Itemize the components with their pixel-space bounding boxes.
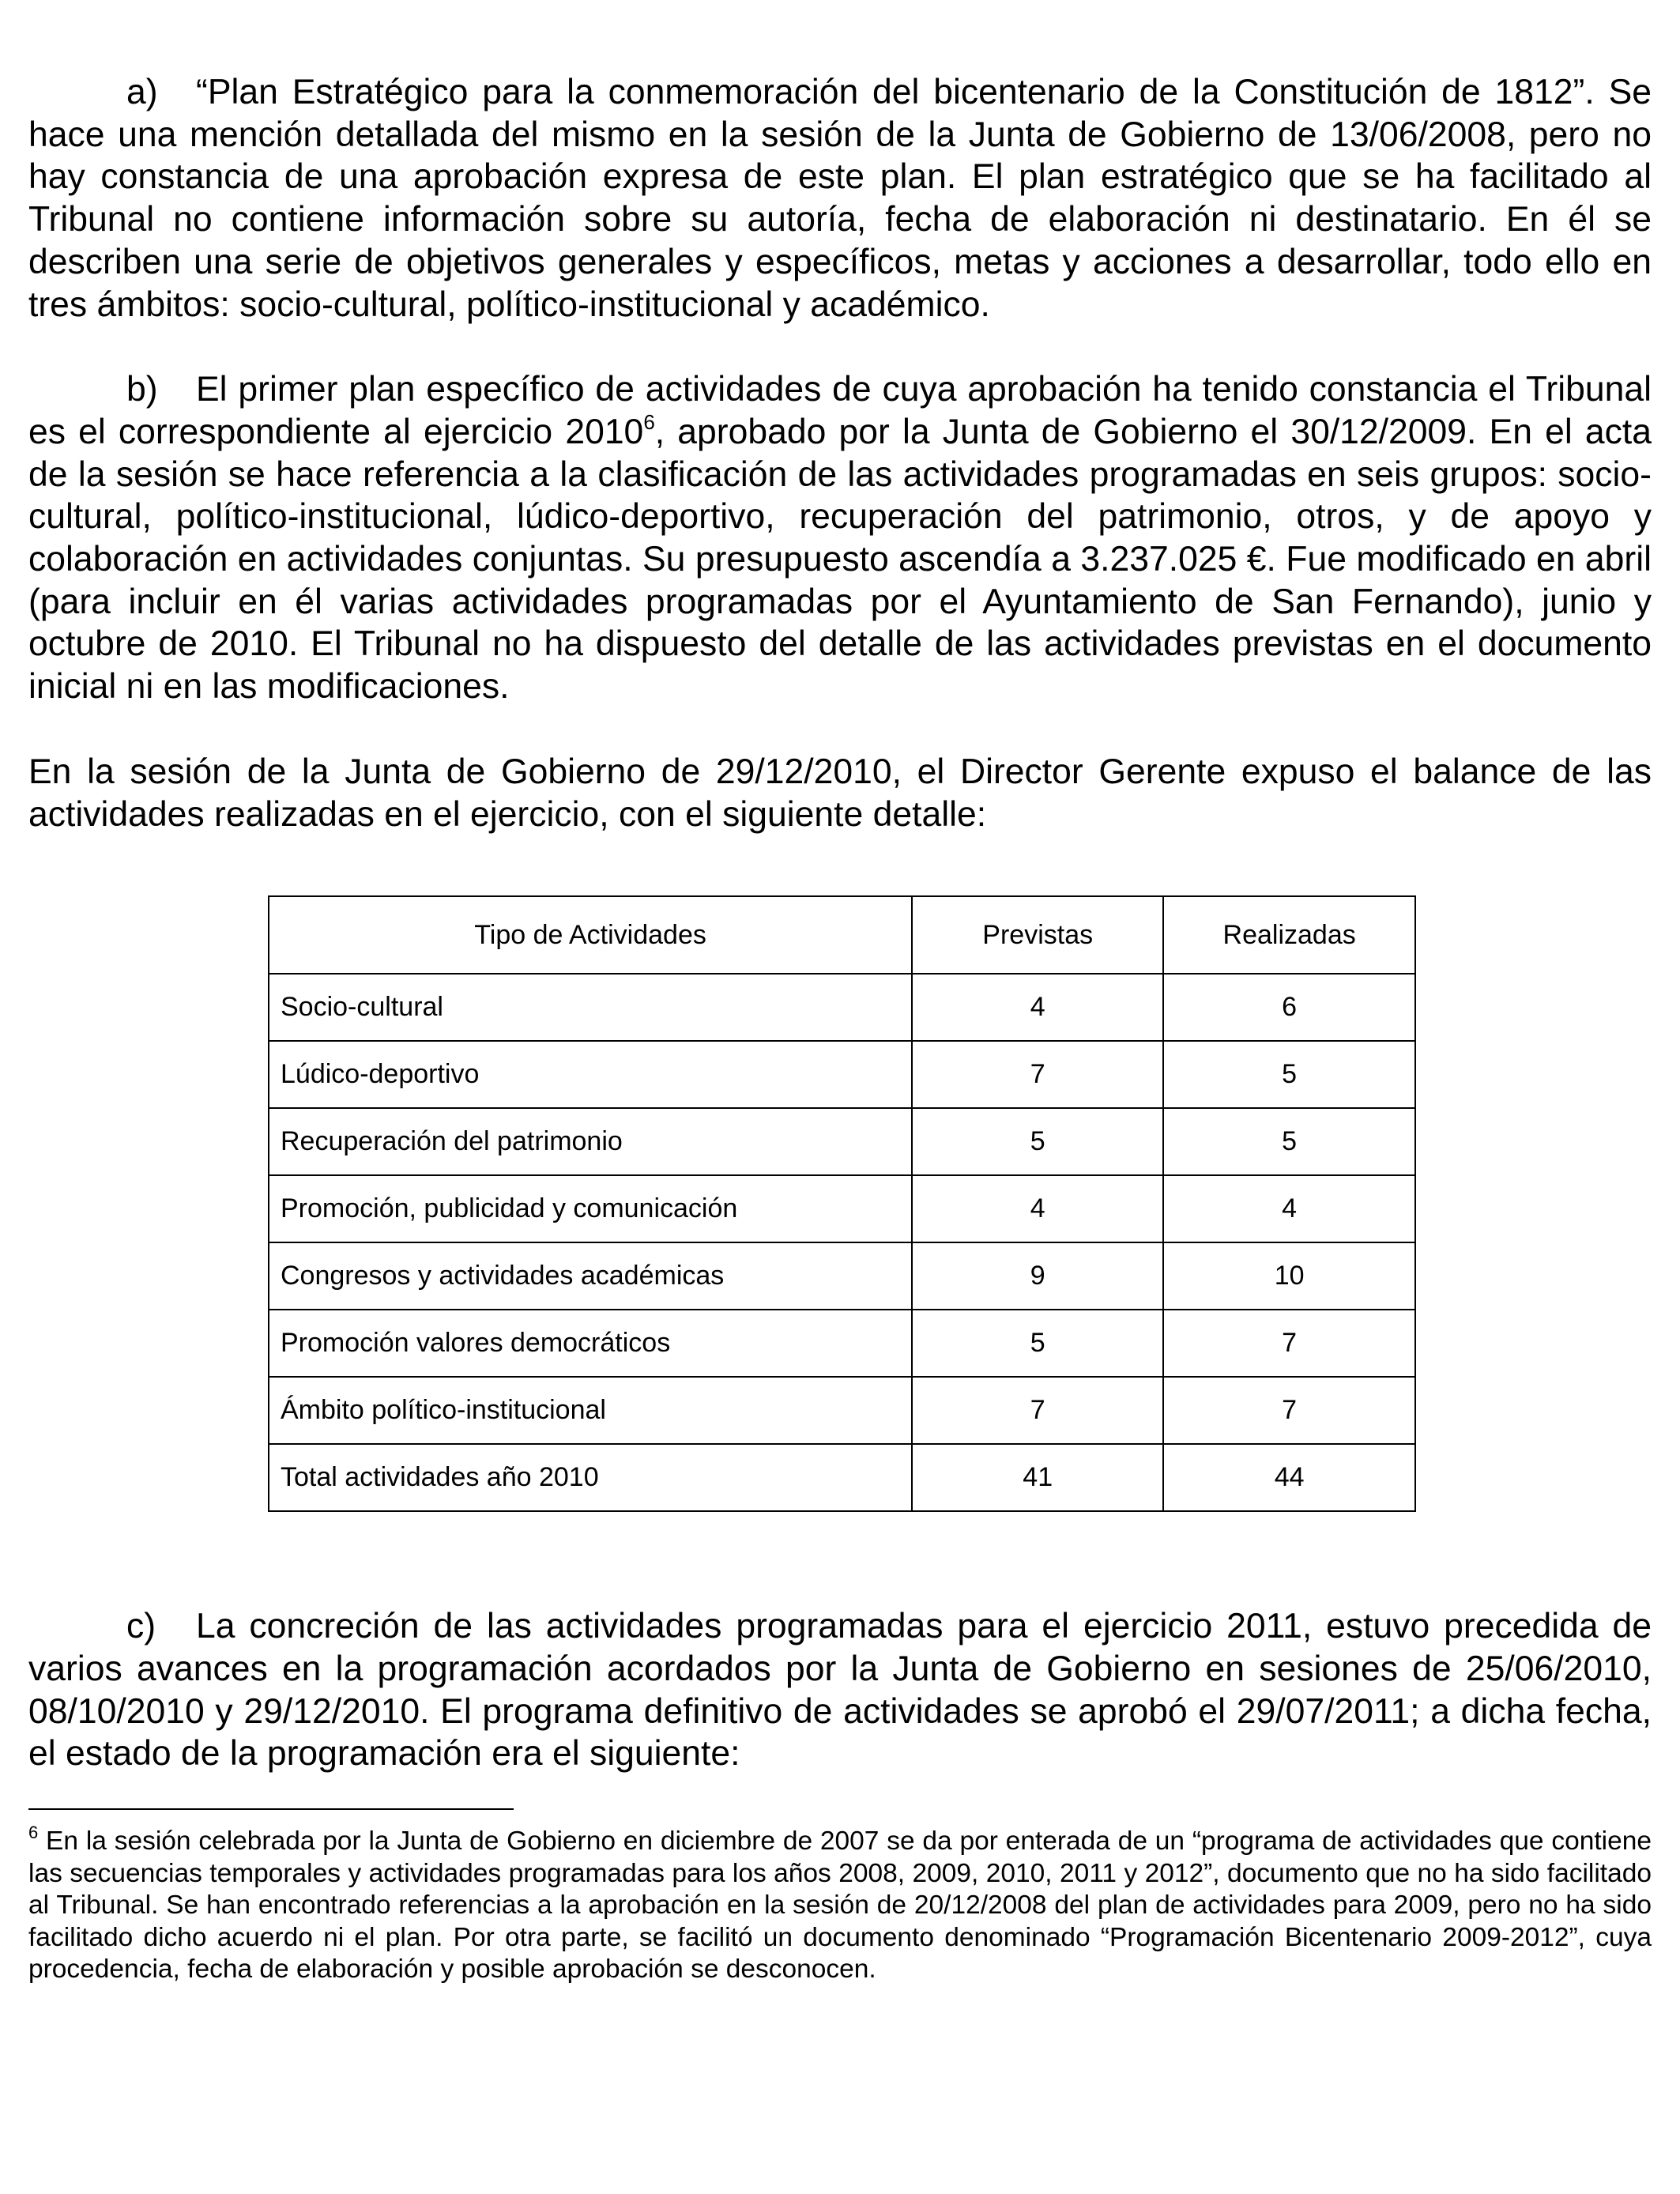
paragraph-c-text: La concreción de las actividades programadas para el ejercicio 2011, estuvo precedida de varios avances en la programación acordados por la Junta de Gobierno en sesiones de 25/06/2010, 08/10/2010 y 29/12/2010. El programa definitivo de actividades se aprobó el 29/07/2011; a dicha fecha, el estado de la programación era el siguiente: — [28, 1607, 1652, 1774]
paragraph-b — [28, 368, 1652, 708]
table-header-row — [269, 896, 1415, 974]
session-paragraph: En la sesión de la Junta de Gobierno de 29/12/2010, el Director Gerente expuso el balance de las actividades realizadas en el ejercicio, con el siguiente detalle: — [28, 752, 1652, 834]
planned-count-cell: 5 — [912, 1108, 1163, 1175]
planned-count-cell: 7 — [912, 1377, 1163, 1444]
table-row — [269, 1242, 1415, 1310]
completed-count-cell: 10 — [1163, 1242, 1415, 1310]
document-body — [28, 71, 1652, 1775]
table-row — [269, 974, 1415, 1041]
paragraph-a — [28, 71, 1652, 326]
activity-type-cell: Total actividades año 2010 — [269, 1444, 912, 1511]
activity-type-cell: Ámbito político-institucional — [269, 1377, 912, 1444]
footnote-divider — [28, 1808, 514, 1810]
completed-count-cell: 44 — [1163, 1444, 1415, 1511]
planned-count-cell: 5 — [912, 1310, 1163, 1377]
table-row — [269, 1377, 1415, 1444]
footnote-ref[interactable]: 6 — [643, 410, 655, 435]
activity-type-cell: Socio-cultural — [269, 974, 912, 1041]
completed-count-cell: 5 — [1163, 1108, 1415, 1175]
completed-count-cell: 7 — [1163, 1310, 1415, 1377]
table-row — [269, 1108, 1415, 1175]
paragraph-a-label: a) — [126, 73, 158, 111]
activity-type-cell: Congresos y actividades académicas — [269, 1242, 912, 1310]
table-row — [269, 1310, 1415, 1377]
paragraph-b-label: b) — [126, 370, 158, 409]
paragraph-c-label: c) — [126, 1607, 156, 1646]
planned-count-cell: 9 — [912, 1242, 1163, 1310]
activity-type-cell: Lúdico-deportivo — [269, 1041, 912, 1108]
paragraph-a-text: “Plan Estratégico para la conmemoración del bicentenario de la Constitución de 1812”. Se hace una mención detallada del mismo en la sesión de la Junta de Gobierno de 13/06/2008, pero no hay constancia de una aprobación expresa de este plan. El plan estratégico que se ha facilitado al Tribunal no contiene información sobre su autoría, fecha de elaboración ni destinatario. En él se describen una serie de objetivos generales y específicos, metas y acciones a desarrollar, todo ello en tres ámbitos: socio-cultural, político-institucional y académico. — [28, 73, 1652, 324]
footnote-number: 6 — [28, 1822, 39, 1842]
completed-count-cell: 7 — [1163, 1377, 1415, 1444]
planned-count-cell: 7 — [912, 1041, 1163, 1108]
table-row — [269, 1041, 1415, 1108]
table-row — [269, 1175, 1415, 1242]
completed-count-cell: 4 — [1163, 1175, 1415, 1242]
footnote-text: En la sesión celebrada por la Junta de Gobierno en diciembre de 2007 se da por enterada de un “programa de actividades que contiene las secuencias temporales y actividades programadas para los años 2008, 2009, 2010, 2011 y 2012”, documento que no ha sido facilitado al Tribunal. Se han encontrado referencias a la aprobación en la sesión de 20/12/2008 del plan de actividades para 2009, pero no ha sido facilitado dicho acuerdo ni el plan. Por otra parte, se facilitó un documento denominado “Programación Bicentenario 2009-2012”, cuya procedencia, fecha de elaboración y posible aprobación se desconocen. — [28, 1826, 1652, 1984]
activity-type-cell: Promoción valores democráticos — [269, 1310, 912, 1377]
footnote — [28, 1822, 1652, 1986]
planned-count-cell: 4 — [912, 1175, 1163, 1242]
activity-type-cell: Recuperación del patrimonio — [269, 1108, 912, 1175]
activities-table — [268, 895, 1416, 1512]
paragraph-b-text-2: , aprobado por la Junta de Gobierno el 30/12/2009. En el acta de la sesión se hace referencia a la clasificación de las actividades programadas en seis grupos: socio-cultural, político-institucional, lúdico-deportivo, recuperación del patrimonio, otros, y de apoyo y colaboración en actividades conjuntas. Su presupuesto ascendía a 3.237.025 €. Fue modificado en abril (para incluir en él varias actividades programadas por el Ayuntamiento de San Fernando), junio y octubre de 2010. El Tribunal no ha dispuesto del detalle de las actividades previstas en el documento inicial ni en las modificaciones. — [28, 412, 1652, 707]
planned-count-cell: 4 — [912, 974, 1163, 1041]
table-header-cell: Realizadas — [1163, 896, 1415, 974]
paragraph-c — [28, 1605, 1652, 1775]
completed-count-cell: 6 — [1163, 974, 1415, 1041]
planned-count-cell: 41 — [912, 1444, 1163, 1511]
table-header-cell: Tipo de Actividades — [269, 896, 912, 974]
completed-count-cell: 5 — [1163, 1041, 1415, 1108]
activity-type-cell: Promoción, publicidad y comunicación — [269, 1175, 912, 1242]
table-header-cell: Previstas — [912, 896, 1163, 974]
paragraph-b-text-1: El primer plan específico de actividades de cuya aprobación ha tenido constancia el Tribunal es el correspondiente al ejercicio 2010 — [28, 370, 1652, 451]
table-row — [269, 1444, 1415, 1511]
